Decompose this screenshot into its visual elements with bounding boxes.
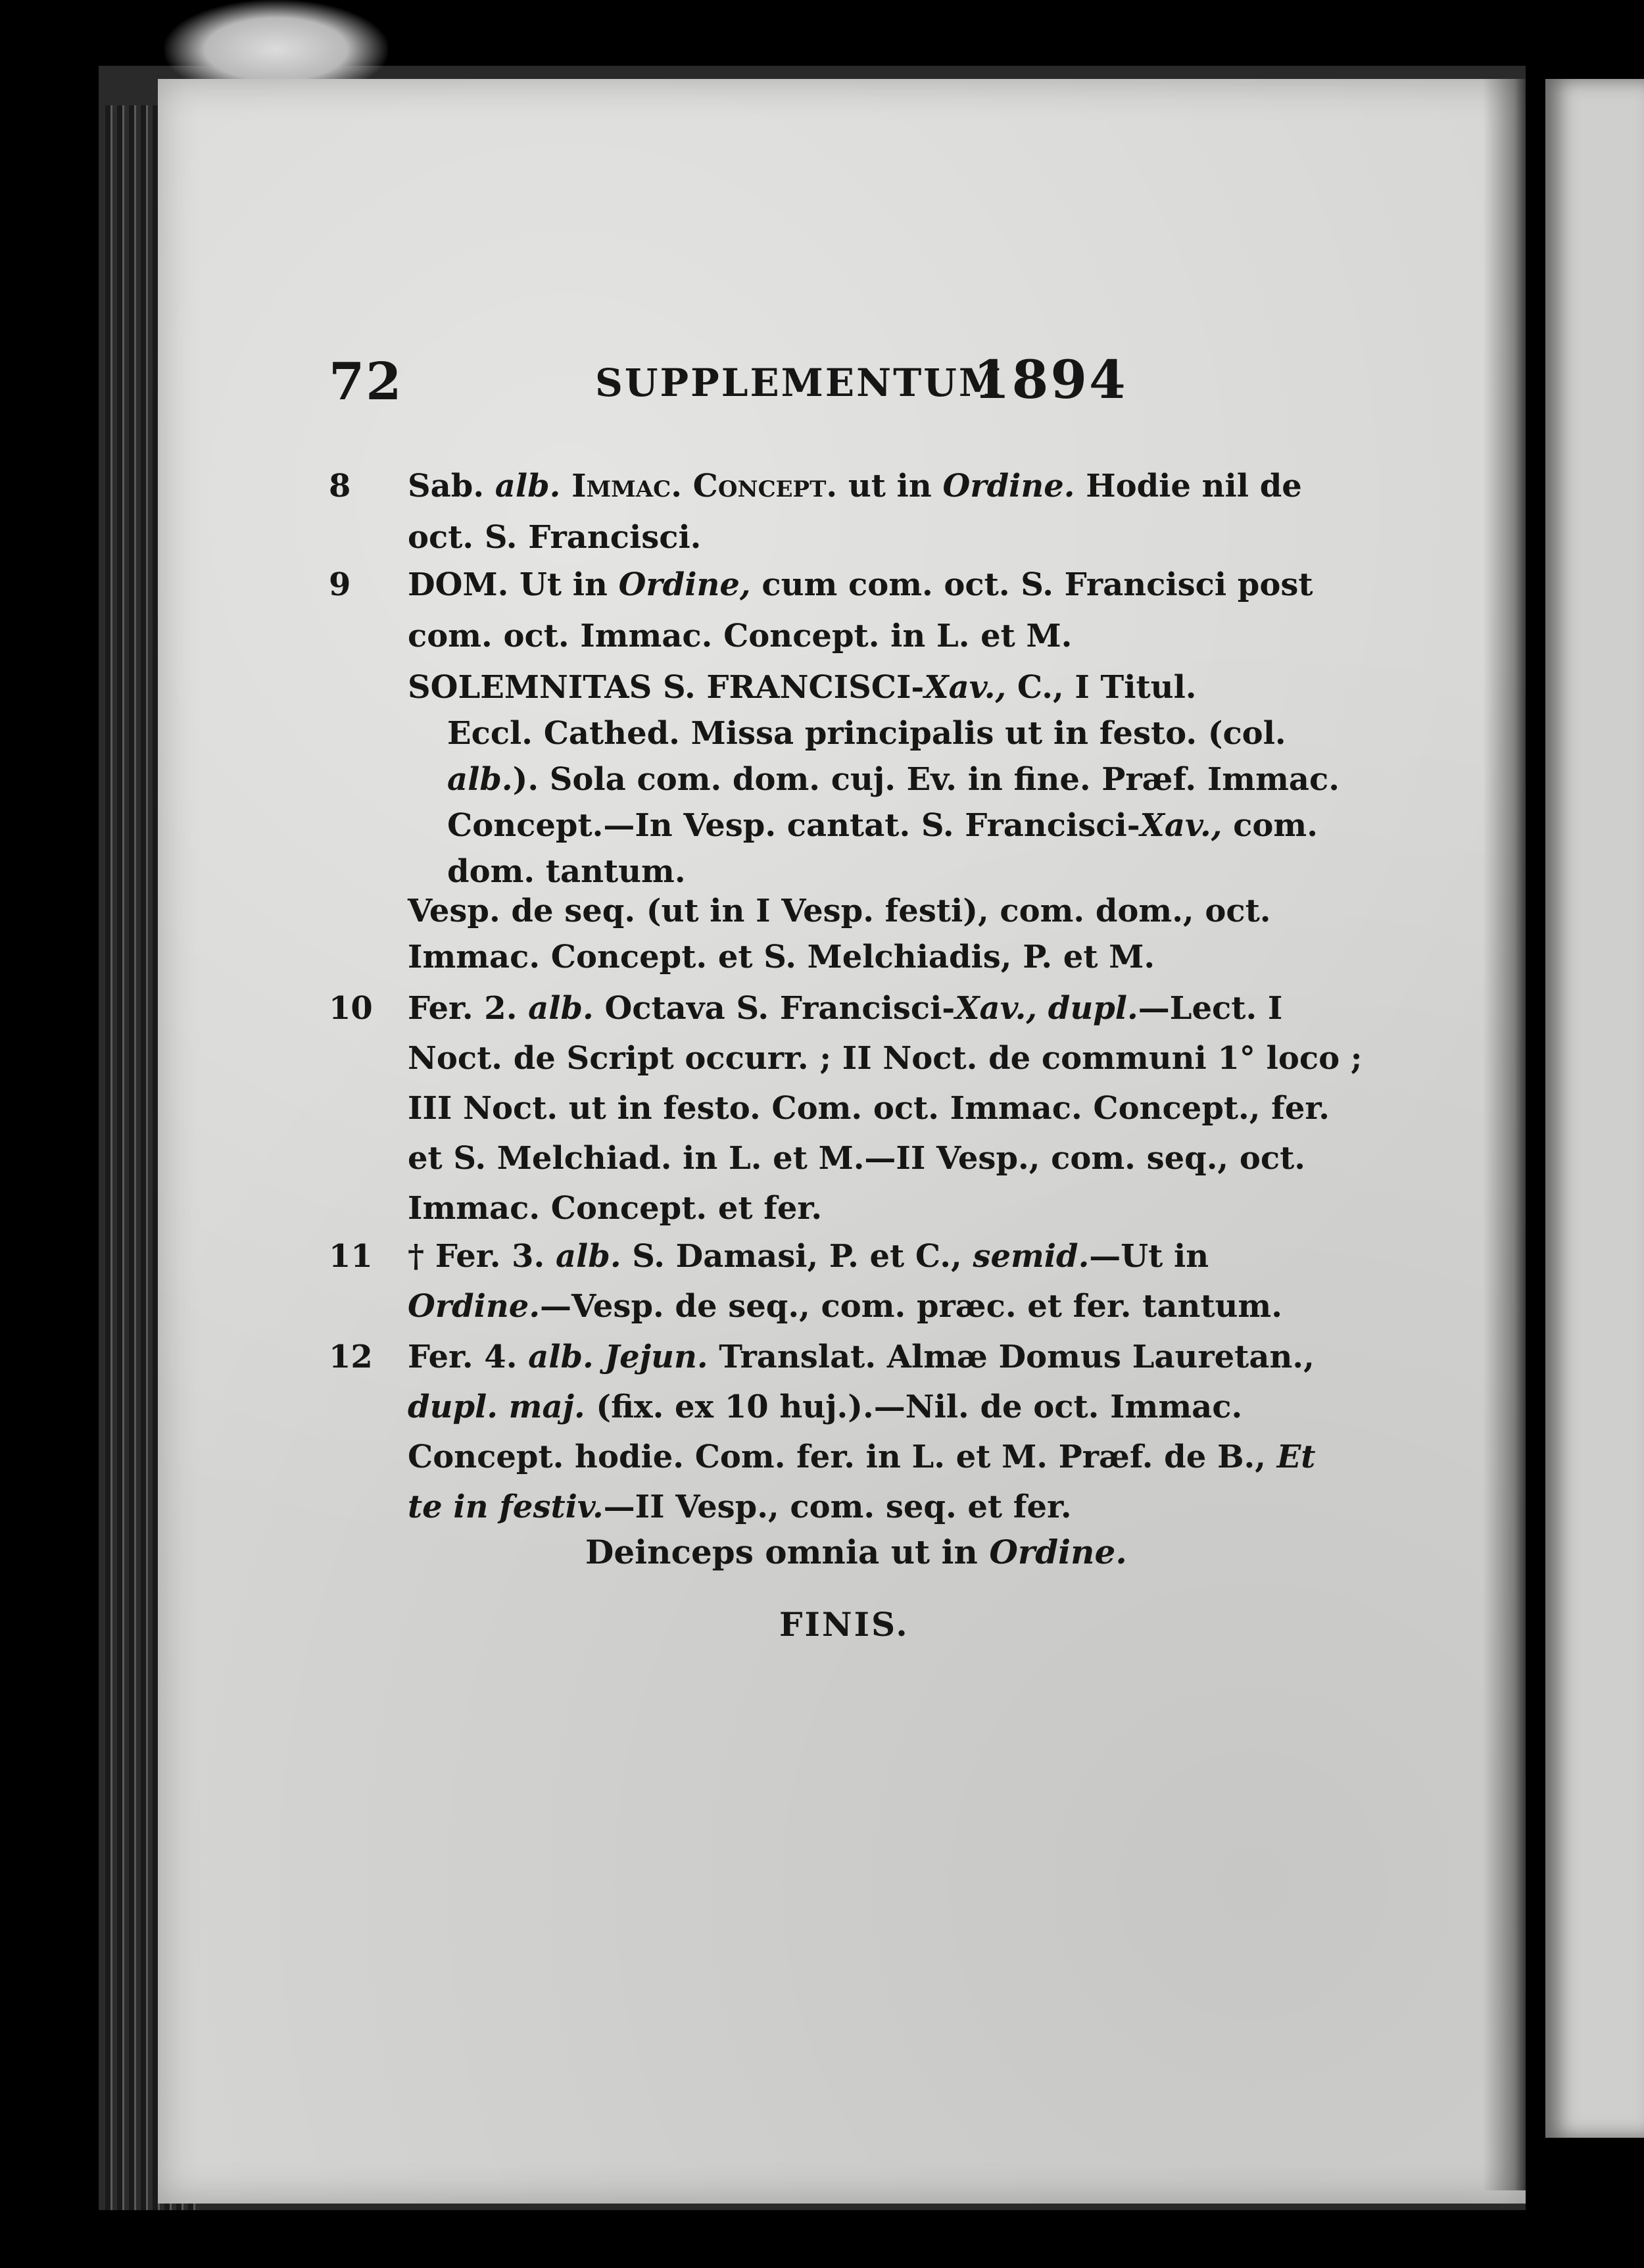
- text-line: [408, 710, 1355, 756]
- text-line: [408, 1332, 1355, 1382]
- text-run: Sab.: [408, 468, 495, 505]
- closing-text: Deinceps omnia ut in: [585, 1533, 990, 1571]
- text-run: com.: [1222, 807, 1318, 844]
- entry-body: [408, 1231, 1355, 1331]
- text-run: Immac. Concept. et S. Melchiadis, P. et M.: [408, 939, 1155, 975]
- text-run: et S. Melchiad. in L. et M.—II Vesp., com. seq., oct.: [408, 1140, 1305, 1177]
- text-line: [408, 559, 1355, 610]
- text-line: [408, 1432, 1355, 1482]
- text-run: —II Vesp., com. seq. et fer.: [603, 1489, 1072, 1525]
- text-line: [408, 802, 1355, 849]
- running-title: SUPPLEMENTUM: [595, 360, 1003, 405]
- entry-day-9: [329, 559, 1355, 662]
- italic-text: alb.: [447, 761, 513, 798]
- entry-day-11: [329, 1231, 1355, 1331]
- italic-text: Ordine.: [942, 468, 1075, 505]
- text-run: ). Sola com. dom. cuj. Ev. in fine. Præf. Immac.: [512, 761, 1340, 798]
- text-line: [408, 1083, 1355, 1133]
- text-run: Translat. Almæ Domus Lauretan.,: [708, 1339, 1315, 1375]
- small-caps-text: Immac. Concept.: [571, 468, 838, 505]
- entry-body: [408, 1332, 1355, 1532]
- italic-text: dupl.: [1048, 990, 1138, 1027]
- text-line: [408, 888, 1355, 934]
- text-run: Immac. Concept. et fer.: [408, 1190, 823, 1227]
- text-run: [560, 468, 571, 505]
- italic-text: alb.: [555, 1238, 621, 1275]
- day-number: 10: [329, 990, 373, 1027]
- entry-day-10: [329, 983, 1363, 1233]
- italic-text: alb.: [495, 468, 561, 505]
- text-run: III Noct. ut in festo. Com. oct. Immac. Concept., fer.: [408, 1090, 1330, 1127]
- text-run: oct. S. Francisci.: [408, 519, 702, 556]
- vespers-paragraph: [408, 888, 1355, 980]
- italic-text: Et: [1276, 1439, 1316, 1475]
- text-line: [408, 1133, 1355, 1183]
- italic-text: Xav.,: [1140, 807, 1222, 844]
- text-run: † Fer. 3.: [408, 1238, 556, 1275]
- italic-text: Ordine.: [408, 1288, 541, 1325]
- entry-day-8: [329, 460, 1355, 563]
- day-number: 9: [329, 566, 351, 603]
- text-run: S. Damasi, P. et C.,: [621, 1238, 973, 1275]
- text-line: [408, 934, 1355, 980]
- text-line: [408, 1382, 1355, 1432]
- entry-body: [408, 460, 1355, 563]
- text-run: cum com. oct. S. Francisci post: [750, 566, 1313, 603]
- day-number: 12: [329, 1339, 373, 1375]
- text-run: Octava S. Francisci-: [593, 990, 955, 1027]
- entry-body: [408, 983, 1363, 1233]
- italic-text: dupl. maj.: [408, 1389, 585, 1425]
- text-line: [408, 512, 1355, 563]
- entry-day-12: [329, 1332, 1355, 1532]
- text-line: [408, 610, 1355, 662]
- closing-line: [585, 1533, 1127, 1571]
- italic-text: semid.: [973, 1238, 1090, 1275]
- text-run: Fer. 2.: [408, 990, 529, 1027]
- text-run: Fer. 4.: [408, 1339, 529, 1375]
- italic-text: Ordine,: [618, 566, 751, 603]
- entry-body: [408, 559, 1355, 662]
- text-line: [408, 1033, 1363, 1083]
- text-run: —Lect. I: [1138, 990, 1283, 1027]
- text-line: [408, 1231, 1355, 1281]
- text-line: [408, 1281, 1355, 1331]
- page-number: 72: [329, 352, 403, 412]
- text-line: [408, 756, 1355, 802]
- text-run: Noct. de Script occurr. ; II Noct. de communi 1° loco ;: [408, 1040, 1363, 1077]
- italic-text: Xav.,: [924, 669, 1007, 706]
- text-run: [1037, 990, 1048, 1027]
- italic-text: alb. Jejun.: [528, 1339, 708, 1375]
- text-run: SOLEMNITAS S. FRANCISCI-: [408, 669, 925, 706]
- text-run: Vesp. de seq. (ut in I Vesp. festi), com. dom., oct.: [408, 893, 1271, 929]
- finis: FINIS.: [779, 1605, 909, 1644]
- text-run: com. oct. Immac. Concept. in L. et M.: [408, 618, 1073, 654]
- text-run: Concept. hodie. Com. fer. in L. et M. Præf. de B.,: [408, 1439, 1277, 1475]
- text-run: —Ut in: [1089, 1238, 1209, 1275]
- closing-italic: Ordine.: [989, 1533, 1127, 1571]
- text-run: Concept.—In Vesp. cantat. S. Francisci-: [447, 807, 1140, 844]
- text-run: —Vesp. de seq., com. præc. et fer. tantum.: [540, 1288, 1282, 1325]
- italic-text: te in festiv.: [408, 1489, 604, 1525]
- text-line: [408, 664, 1355, 710]
- text-line: [408, 1183, 1355, 1233]
- italic-text: alb.: [528, 990, 594, 1027]
- text-line: [408, 983, 1355, 1033]
- italic-text: Xav.,: [955, 990, 1038, 1027]
- solemnitas-paragraph: [408, 664, 1355, 895]
- text-run: dom. tantum.: [447, 853, 686, 890]
- text-run: ut in: [837, 468, 943, 505]
- day-number: 11: [329, 1238, 373, 1275]
- text-line: [408, 1482, 1355, 1532]
- running-year: 1894: [973, 349, 1128, 410]
- text-run: Hodie nil de: [1075, 468, 1302, 505]
- text-run: DOM. Ut in: [408, 566, 619, 603]
- text-line: [408, 460, 1355, 512]
- text-run: Eccl. Cathed. Missa principalis ut in festo. (col.: [447, 715, 1286, 752]
- text-run: C., I Titul.: [1006, 669, 1197, 706]
- text-run: (fix. ex 10 huj.).—Nil. de oct. Immac.: [585, 1389, 1243, 1425]
- day-number: 8: [329, 468, 351, 505]
